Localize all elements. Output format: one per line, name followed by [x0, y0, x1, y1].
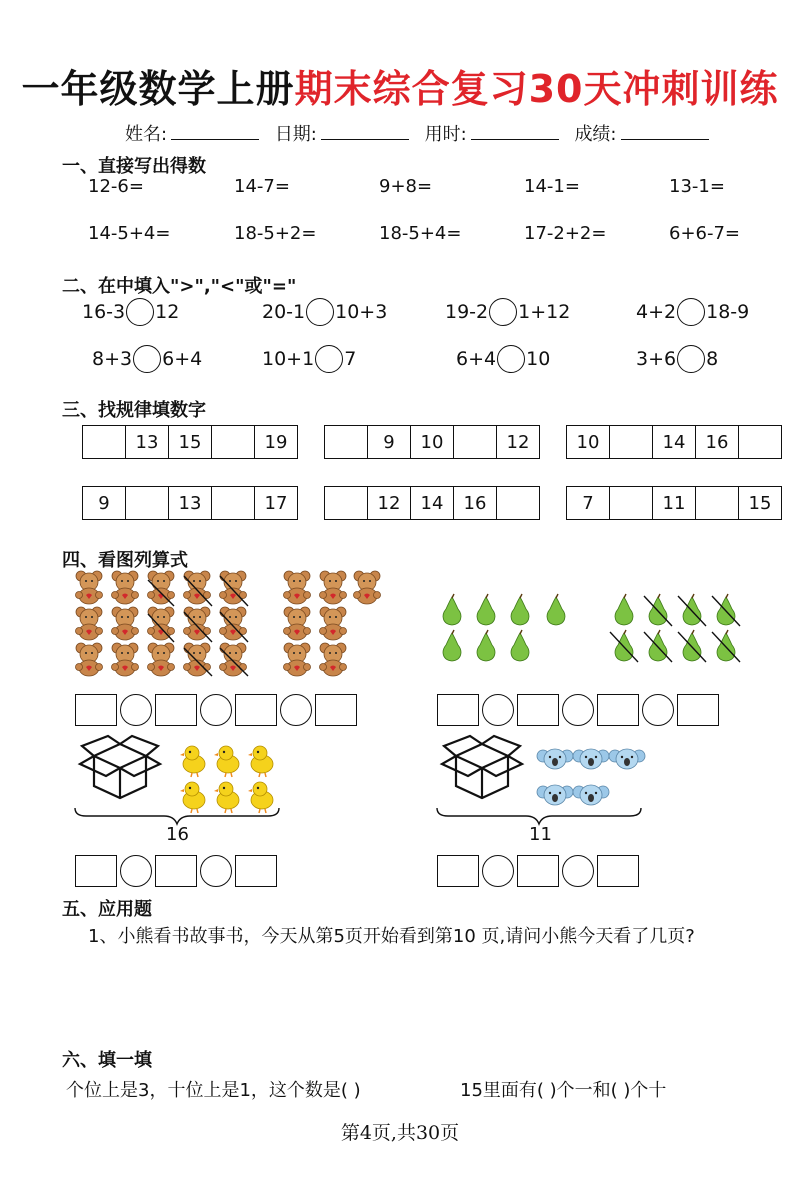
answer-box[interactable]: [437, 855, 479, 887]
sequence-cell[interactable]: [696, 487, 739, 519]
title-highlight: 期末综合复习30天冲刺训练: [294, 67, 779, 111]
sequence-cell[interactable]: [454, 426, 497, 458]
answer-box[interactable]: [677, 694, 719, 726]
operator-circle[interactable]: [562, 694, 594, 726]
name-blank[interactable]: [171, 123, 259, 140]
operator-circle[interactable]: [482, 855, 514, 887]
compare-circle[interactable]: [497, 345, 525, 373]
sequence-cell[interactable]: 12: [506, 431, 530, 453]
compare-item: 10+1 7: [262, 345, 356, 373]
sequence-cell[interactable]: 15: [169, 426, 212, 458]
compare-item: 20-1 10+3: [262, 298, 387, 326]
section-2-heading: 二、在中填入">","<"或"=": [62, 276, 297, 297]
box-icon: [442, 736, 522, 798]
answer-box[interactable]: [75, 694, 117, 726]
sequence-cell[interactable]: [610, 487, 653, 519]
sequence-row: [82, 486, 298, 520]
sequence-cell[interactable]: 9: [368, 426, 411, 458]
box-icon: [80, 736, 160, 798]
sequence-cell[interactable]: [497, 487, 539, 519]
score-label: 成绩:: [574, 124, 617, 145]
sequence-row: [566, 486, 782, 520]
compare-circle[interactable]: [489, 298, 517, 326]
sequence-cell[interactable]: 10: [411, 426, 454, 458]
answer-box[interactable]: [235, 855, 277, 887]
sequence-cell[interactable]: 13: [126, 426, 169, 458]
operator-circle[interactable]: [562, 855, 594, 887]
title-main: 一年级数学上册: [21, 67, 295, 111]
operator-circle[interactable]: [482, 694, 514, 726]
compare-circle[interactable]: [133, 345, 161, 373]
sequence-cell[interactable]: [126, 487, 169, 519]
sequence-cell[interactable]: [212, 487, 255, 519]
calc-item: 17-2+2=: [524, 223, 607, 244]
answer-box[interactable]: [517, 855, 559, 887]
answer-box[interactable]: [597, 855, 639, 887]
sequence-cell[interactable]: 19: [264, 431, 288, 453]
compare-item: 19-2 1+12: [445, 298, 570, 326]
compare-item: 8+3 6+4: [92, 345, 202, 373]
sequence-cell[interactable]: 14: [653, 426, 696, 458]
section-6-heading: 六、填一填: [62, 1050, 152, 1071]
bear-group-left: [76, 571, 247, 676]
date-blank[interactable]: [321, 123, 409, 140]
sequence-cell[interactable]: 16: [696, 426, 739, 458]
sequence-row: [324, 425, 540, 459]
compare-item: 4+2 18-9: [636, 298, 749, 326]
section-5-heading: 五、应用题: [62, 899, 152, 920]
sequence-cell[interactable]: 11: [653, 487, 696, 519]
name-label: 姓名:: [125, 124, 168, 145]
answer-box[interactable]: [235, 694, 277, 726]
calc-item: 12-6=: [88, 176, 144, 197]
compare-item: 3+6 8: [636, 345, 718, 373]
total-label-left: 16: [166, 824, 189, 845]
sequence-row: [324, 486, 540, 520]
operator-circle[interactable]: [120, 694, 152, 726]
sequence-cell[interactable]: [212, 426, 255, 458]
date-label: 日期:: [274, 124, 317, 145]
time-label: 用时:: [424, 124, 467, 145]
sequence-cell[interactable]: [325, 426, 368, 458]
total-label-right: 11: [529, 824, 552, 845]
sequence-cell[interactable]: 10: [567, 426, 610, 458]
answer-box[interactable]: [597, 694, 639, 726]
sequence-row: [82, 425, 298, 459]
compare-circle[interactable]: [126, 298, 154, 326]
calc-item: 6+6-7=: [669, 223, 741, 244]
compare-circle[interactable]: [306, 298, 334, 326]
sequence-row: [566, 425, 782, 459]
calc-item: 14-7=: [234, 176, 290, 197]
calc-item: 18-5+2=: [234, 223, 317, 244]
sequence-cell[interactable]: 9: [83, 487, 126, 519]
sequence-cell[interactable]: [610, 426, 653, 458]
sequence-cell[interactable]: [325, 487, 368, 519]
brace-right: [436, 806, 642, 826]
compare-circle[interactable]: [315, 345, 343, 373]
bear-group-right: [284, 571, 381, 676]
sequence-cell[interactable]: [83, 426, 126, 458]
section-3-heading: 三、找规律填数字: [62, 400, 206, 421]
score-blank[interactable]: [621, 123, 709, 140]
sequence-cell[interactable]: 16: [454, 487, 497, 519]
page-title: [0, 58, 800, 113]
operator-circle[interactable]: [280, 694, 312, 726]
bears-picture: [74, 570, 394, 680]
equation-answer-row: [437, 694, 719, 726]
calc-item: 18-5+4=: [379, 223, 462, 244]
compare-circle[interactable]: [677, 298, 705, 326]
operator-circle[interactable]: [200, 694, 232, 726]
calc-item: 9+8=: [379, 176, 433, 197]
word-problem: 1、小熊看书故事书，今天从第5页开始看到第10 页,请问小熊今天看了几页?: [88, 926, 695, 947]
section-4-heading: 四、看图列算式: [62, 550, 188, 571]
student-info-line: [125, 120, 719, 146]
section-1-heading: 一、直接写出得数: [62, 156, 206, 177]
calc-item: 14-5+4=: [88, 223, 171, 244]
sequence-cell[interactable]: 15: [748, 492, 772, 514]
answer-box[interactable]: [315, 694, 357, 726]
operator-circle[interactable]: [200, 855, 232, 887]
answer-box[interactable]: [75, 855, 117, 887]
compare-item: 16-3 12: [82, 298, 179, 326]
sequence-cell[interactable]: 12: [368, 487, 411, 519]
brace-left: [74, 806, 280, 826]
operator-circle[interactable]: [120, 855, 152, 887]
equation-answer-row: [437, 855, 639, 887]
fill-question-2: 15里面有( )个一和( )个十: [460, 1080, 667, 1101]
page-number: 第4页,共30页: [340, 1122, 460, 1144]
sequence-cell[interactable]: 14: [411, 487, 454, 519]
sequence-cell[interactable]: 13: [169, 487, 212, 519]
pears-picture: [440, 592, 750, 664]
fill-question-1: 个位上是3，十位上是1，这个数是( ): [66, 1080, 361, 1101]
equation-answer-row: [75, 694, 357, 726]
calc-item: 13-1=: [669, 176, 725, 197]
answer-box[interactable]: [155, 855, 197, 887]
answer-box[interactable]: [437, 694, 479, 726]
answer-box[interactable]: [517, 694, 559, 726]
sequence-cell[interactable]: 17: [264, 492, 288, 514]
compare-item: 6+4 10: [456, 345, 550, 373]
equation-answer-row: [75, 855, 277, 887]
sequence-cell[interactable]: 7: [567, 487, 610, 519]
calc-item: 14-1=: [524, 176, 580, 197]
answer-box[interactable]: [155, 694, 197, 726]
compare-circle[interactable]: [677, 345, 705, 373]
time-blank[interactable]: [471, 123, 559, 140]
sequence-cell[interactable]: [739, 426, 781, 458]
operator-circle[interactable]: [642, 694, 674, 726]
